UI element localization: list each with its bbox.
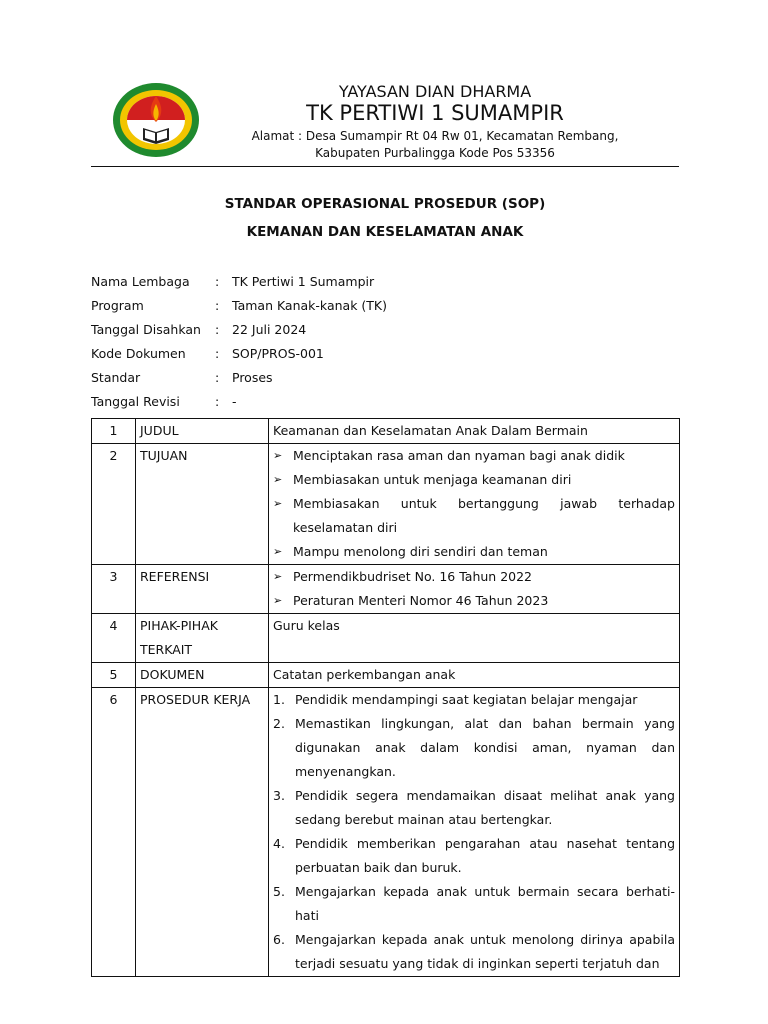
foundation-name: YAYASAN DIAN DHARMA: [338, 82, 532, 101]
list-item: 5. Mengajarkan kepada anak untuk bermain secara berhati-hati: [273, 884, 675, 923]
meta-value: 22 Juli 2024: [232, 322, 307, 337]
list-item: 3. Pendidik segera mendamaikan disaat melihat anak yang sedang berebut mainan atau bertengkar.: [273, 788, 675, 827]
document-subtitle: KEMANAN DAN KESELAMATAN ANAK: [246, 224, 524, 240]
row-content: [269, 688, 680, 977]
list-item: ➢ Permendikbudriset No. 16 Tahun 2022: [273, 565, 675, 589]
arrow-bullet-icon: ➢: [273, 570, 283, 583]
list-item: ➢ Membiasakan untuk bertanggung jawab terhadap keselamatan diri: [273, 492, 675, 540]
school-name: TK PERTIWI 1 SUMAMPIR: [306, 101, 564, 125]
row-number: 2: [92, 444, 136, 565]
list-item: ➢ Mampu menolong diri sendiri dan teman: [273, 540, 675, 564]
list-item: 1. Pendidik mendampingi saat kegiatan belajar mengajar: [273, 692, 638, 707]
meta-colon: :: [215, 274, 220, 289]
table-row: [92, 444, 680, 565]
address-line-2: Kabupaten Purbalingga Kode Pos 53356: [315, 146, 555, 160]
row-content: [269, 565, 680, 614]
meta-colon: :: [215, 394, 220, 409]
row-label: JUDUL: [136, 419, 269, 444]
meta-colon: :: [215, 298, 220, 313]
list-item: ➢ Membiasakan untuk menjaga keamanan diri: [273, 468, 675, 492]
table-row: [92, 663, 680, 688]
sop-table: [91, 418, 680, 977]
row-label: PROSEDUR KERJA: [136, 688, 269, 977]
row-number: 6: [92, 688, 136, 977]
list-item: 2. Memastikan lingkungan, alat dan bahan bermain yang digunakan anak dalam kondisi aman, nyaman dan menyenangkan.: [273, 716, 675, 779]
arrow-bullet-icon: ➢: [273, 449, 283, 462]
row-label: REFERENSI: [136, 565, 269, 614]
row-label: DOKUMEN: [136, 663, 269, 688]
list-item: 4. Pendidik memberikan pengarahan atau nasehat tentang perbuatan baik dan buruk.: [273, 836, 675, 875]
arrow-bullet-icon: ➢: [273, 473, 283, 486]
meta-label: Tanggal Disahkan: [91, 322, 201, 337]
table-row: [92, 688, 680, 977]
row-label: TUJUAN: [136, 444, 269, 565]
row-number: 4: [92, 614, 136, 663]
meta-value: -: [232, 394, 237, 409]
row-number: 5: [92, 663, 136, 688]
table-row: [92, 614, 680, 663]
meta-value: TK Pertiwi 1 Sumampir: [232, 274, 375, 289]
list-item: 6. Mengajarkan kepada anak untuk menolong dirinya apabila terjadi sesuatu yang tidak di inginkan seperti terjatuh dan: [273, 932, 675, 971]
row-number: 1: [92, 419, 136, 444]
meta-value: Proses: [232, 370, 273, 385]
document-title: STANDAR OPERASIONAL PROSEDUR (SOP): [224, 196, 546, 212]
meta-label: Kode Dokumen: [91, 346, 186, 361]
meta-label: Tanggal Revisi: [91, 394, 180, 409]
meta-colon: :: [215, 322, 220, 337]
row-content: Guru kelas: [269, 614, 680, 663]
list-item: ➢ Peraturan Menteri Nomor 46 Tahun 2023: [273, 589, 675, 613]
table-row: [92, 565, 680, 614]
row-content: Catatan perkembangan anak: [269, 663, 680, 688]
row-content: [269, 444, 680, 565]
table-row: [92, 419, 680, 444]
meta-value: SOP/PROS-001: [232, 346, 324, 361]
meta-label: Nama Lembaga: [91, 274, 190, 289]
row-label: PIHAK-PIHAK TERKAIT: [136, 614, 269, 663]
arrow-bullet-icon: ➢: [273, 497, 283, 510]
meta-value: Taman Kanak-kanak (TK): [232, 298, 387, 313]
meta-label: Standar: [91, 370, 141, 385]
meta-colon: :: [215, 346, 220, 361]
meta-colon: :: [215, 370, 220, 385]
address-line-1: Alamat : Desa Sumampir Rt 04 Rw 01, Kecamatan Rembang,: [251, 129, 619, 143]
arrow-bullet-icon: ➢: [273, 594, 283, 607]
arrow-bullet-icon: ➢: [273, 545, 283, 558]
meta-label: Program: [91, 298, 144, 313]
row-number: 3: [92, 565, 136, 614]
list-item: ➢ Menciptakan rasa aman dan nyaman bagi anak didik: [273, 444, 675, 468]
row-content: Keamanan dan Keselamatan Anak Dalam Bermain: [269, 419, 680, 444]
